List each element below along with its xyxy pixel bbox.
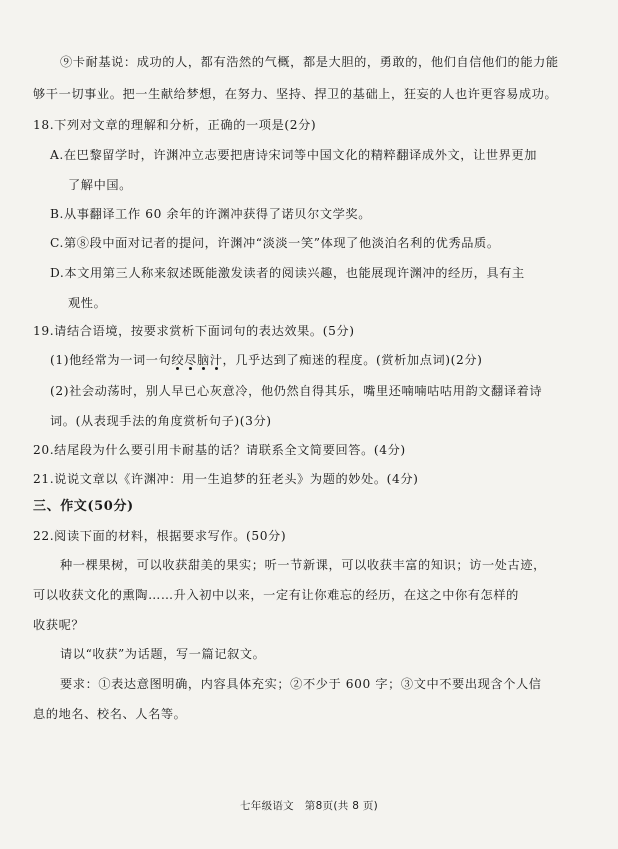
sentence-1-suffix: ，几乎达到了痴迷的程度。(赏析加点词)(2分)	[222, 353, 483, 367]
requirements-line-1: 要求：①表达意图明确，内容具体充实；②不少于 600 字；③文中不要出现含个人信	[60, 677, 542, 691]
question-19-sentence-2-line-2: 词。(从表现手法的角度赏析句子)(3分)	[50, 414, 272, 428]
paragraph-9-line-1: ⑨卡耐基说：成功的人，都有浩然的气概，都是大胆的，勇敢的，他们自信他们的能力能	[60, 55, 559, 69]
question-19-sentence-1	[50, 352, 482, 368]
question-22-stem: 22.阅读下面的材料，根据要求写作。(50分)	[33, 529, 287, 543]
question-21-stem: 21.说说文章以《许渊冲：用一生追梦的狂老头》为题的妙处。(4分)	[33, 472, 419, 486]
question-20-stem: 20.结尾段为什么要引用卡耐基的话？请联系全文简要回答。(4分)	[33, 443, 406, 457]
sentence-1-prefix: (1)他经常为一词一句	[50, 353, 172, 367]
material-line-3: 收获呢？	[33, 618, 85, 632]
essay-topic: 请以“收获”为话题，写一篇记叙文。	[60, 647, 266, 661]
page-footer: 七年级语文 第8页(共 8 页)	[239, 800, 379, 812]
emphasized-word-text: 绞尽脑汁	[171, 353, 223, 367]
emphasis-dots	[171, 367, 222, 370]
question-18-option-d-line-1: D.本文用第三人称来叙述既能激发读者的阅读兴趣，也能展现许渊冲的经历，具有主	[50, 266, 525, 280]
question-18-option-c: C.第⑧段中面对记者的提问，许渊冲“淡淡一笑”体现了他淡泊名利的优秀品质。	[50, 236, 500, 250]
paragraph-9-line-2: 够干一切事业。把一生献给梦想，在努力、坚持、捍卫的基础上，狂妄的人也许更容易成功。	[33, 87, 558, 101]
emphasized-word	[171, 352, 222, 368]
material-line-2: 可以收获文化的熏陶……升入初中以来，一定有让你难忘的经历，在这之中你有怎样的	[33, 588, 519, 602]
question-18-option-d-line-2: 观性。	[68, 296, 107, 310]
question-18-option-b: B.从事翻译工作 60 余年的许渊冲获得了诺贝尔文学奖。	[50, 207, 372, 221]
section-3-title: 三、作文(50分)	[33, 499, 134, 514]
material-line-1: 种一棵果树，可以收获甜美的果实；听一节新课，可以收获丰富的知识；访一处古迹，	[60, 558, 546, 572]
question-19-sentence-2-line-1: (2)社会动荡时，别人早已心灰意冷，他仍然自得其乐，嘴里还喃喃咕咕用韵文翻译着诗	[50, 384, 543, 398]
question-19-stem: 19.请结合语境，按要求赏析下面词句的表达效果。(5分)	[33, 324, 355, 338]
question-18-option-a-line-2: 了解中国。	[68, 178, 132, 192]
requirements-line-2: 息的地名、校名、人名等。	[33, 707, 187, 721]
question-18-option-a-line-1: A.在巴黎留学时，许渊冲立志要把唐诗宋词等中国文化的精粹翻译成外文，让世界更加	[50, 148, 538, 162]
question-18-stem: 18.下列对文章的理解和分析，正确的一项是(2分)	[33, 118, 317, 132]
